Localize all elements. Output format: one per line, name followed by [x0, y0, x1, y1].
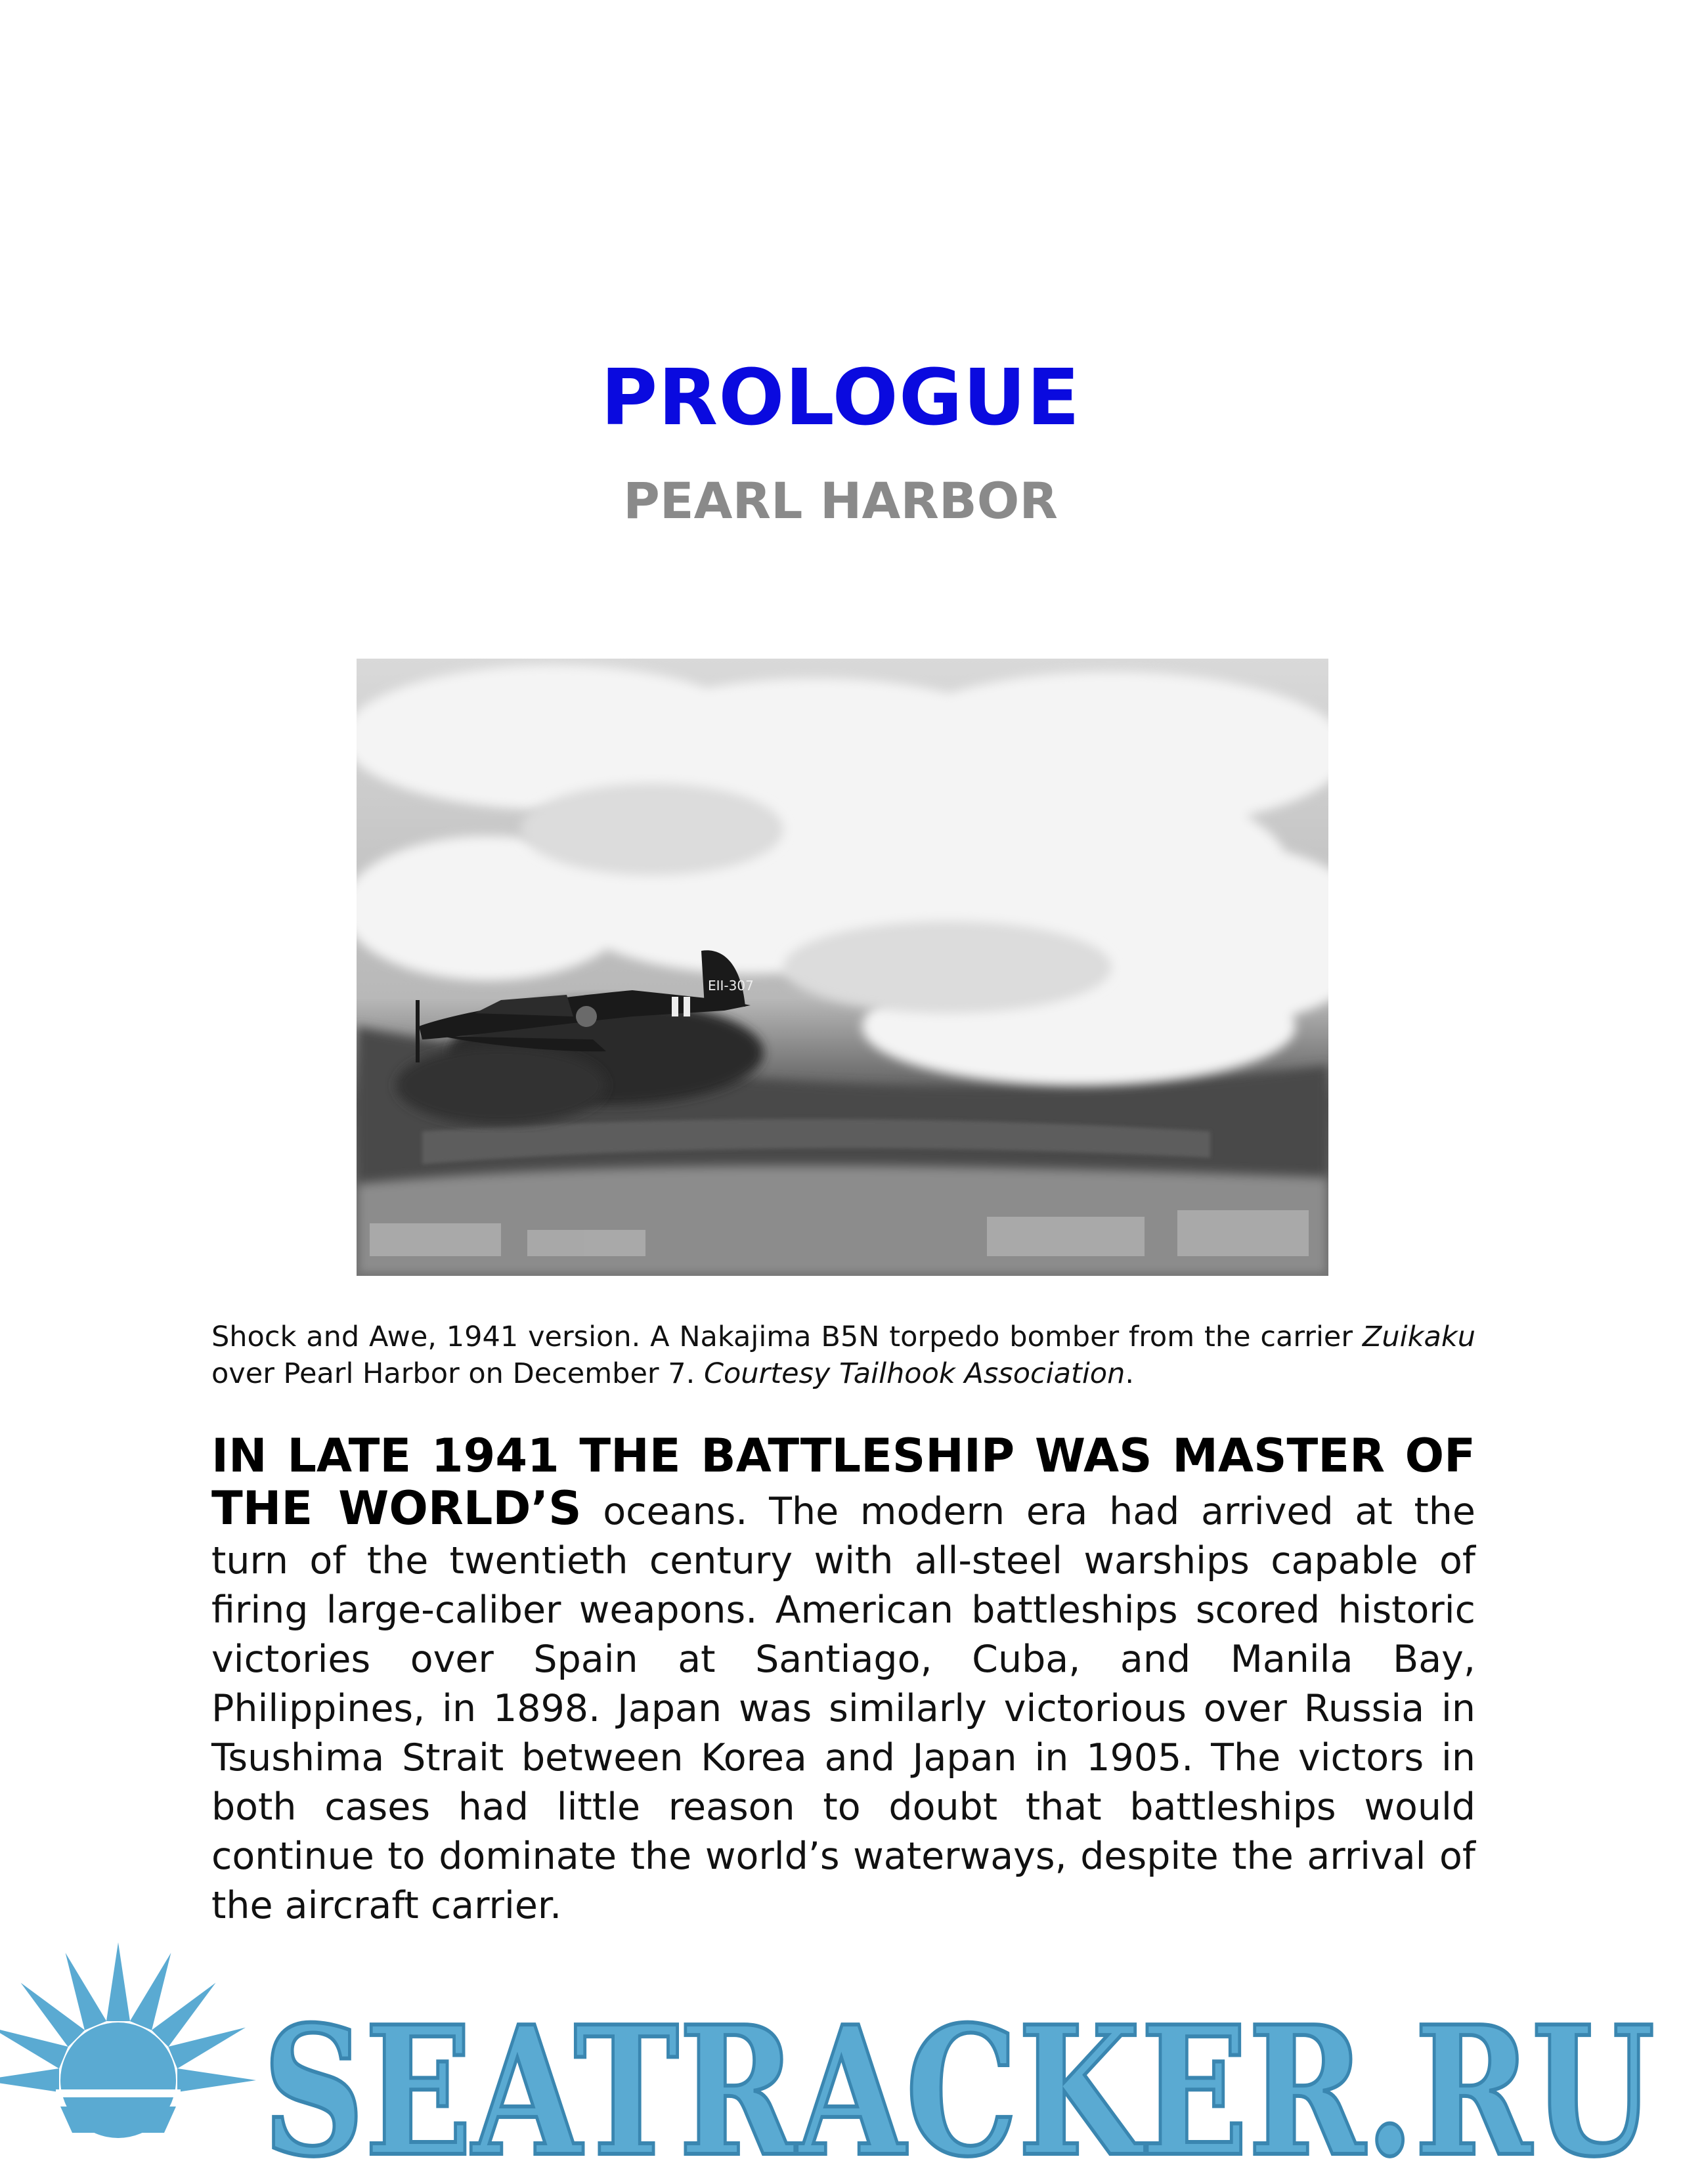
body-paragraph — [211, 1431, 1475, 1931]
chapter-subtitle: PEARL HARBOR — [623, 471, 1058, 530]
figure-caption — [211, 1319, 1475, 1392]
chapter-title: PROLOGUE — [600, 352, 1081, 443]
lead-in: IN LATE 1941 THE BATTLESHIP WAS MASTER OF THE WORLD’S — [211, 1429, 1475, 1535]
watermark-text: SEATRACKER.RU — [263, 1987, 1655, 2184]
tail-code: EII-307 — [708, 978, 754, 994]
caption-text: Shock and Awe, 1941 version. A Nakajima B5N torpedo bomber from the carrier — [211, 1321, 1363, 1353]
caption-credit: Courtesy Tailhook Association — [703, 1357, 1125, 1390]
body-text: oceans. The modern era had arrived at the turn of the twentieth century with all-steel warships capable of firing large-caliber weapons. American battleships scored historic victories over Spain at Santiago, Cuba, and Manila Bay, Philippines, in 1898. Japan was similarly victorious over Russia in Tsushima Strait between Korea and Japan in 1905. The victors in both cases had little reason to doubt that battleships would continue to dominate the world’s waterways, despite the arrival of the aircraft carrier. — [211, 1490, 1475, 1927]
seatracker-watermark — [0, 1931, 1681, 2184]
pearl-harbor-photo — [357, 659, 1328, 1276]
sun-logo-icon — [0, 1942, 256, 2138]
caption-text-2: over Pearl Harbor on December 7. — [211, 1357, 704, 1390]
caption-end: . — [1125, 1357, 1134, 1390]
caption-ship-name: Zuikaku — [1362, 1321, 1475, 1353]
